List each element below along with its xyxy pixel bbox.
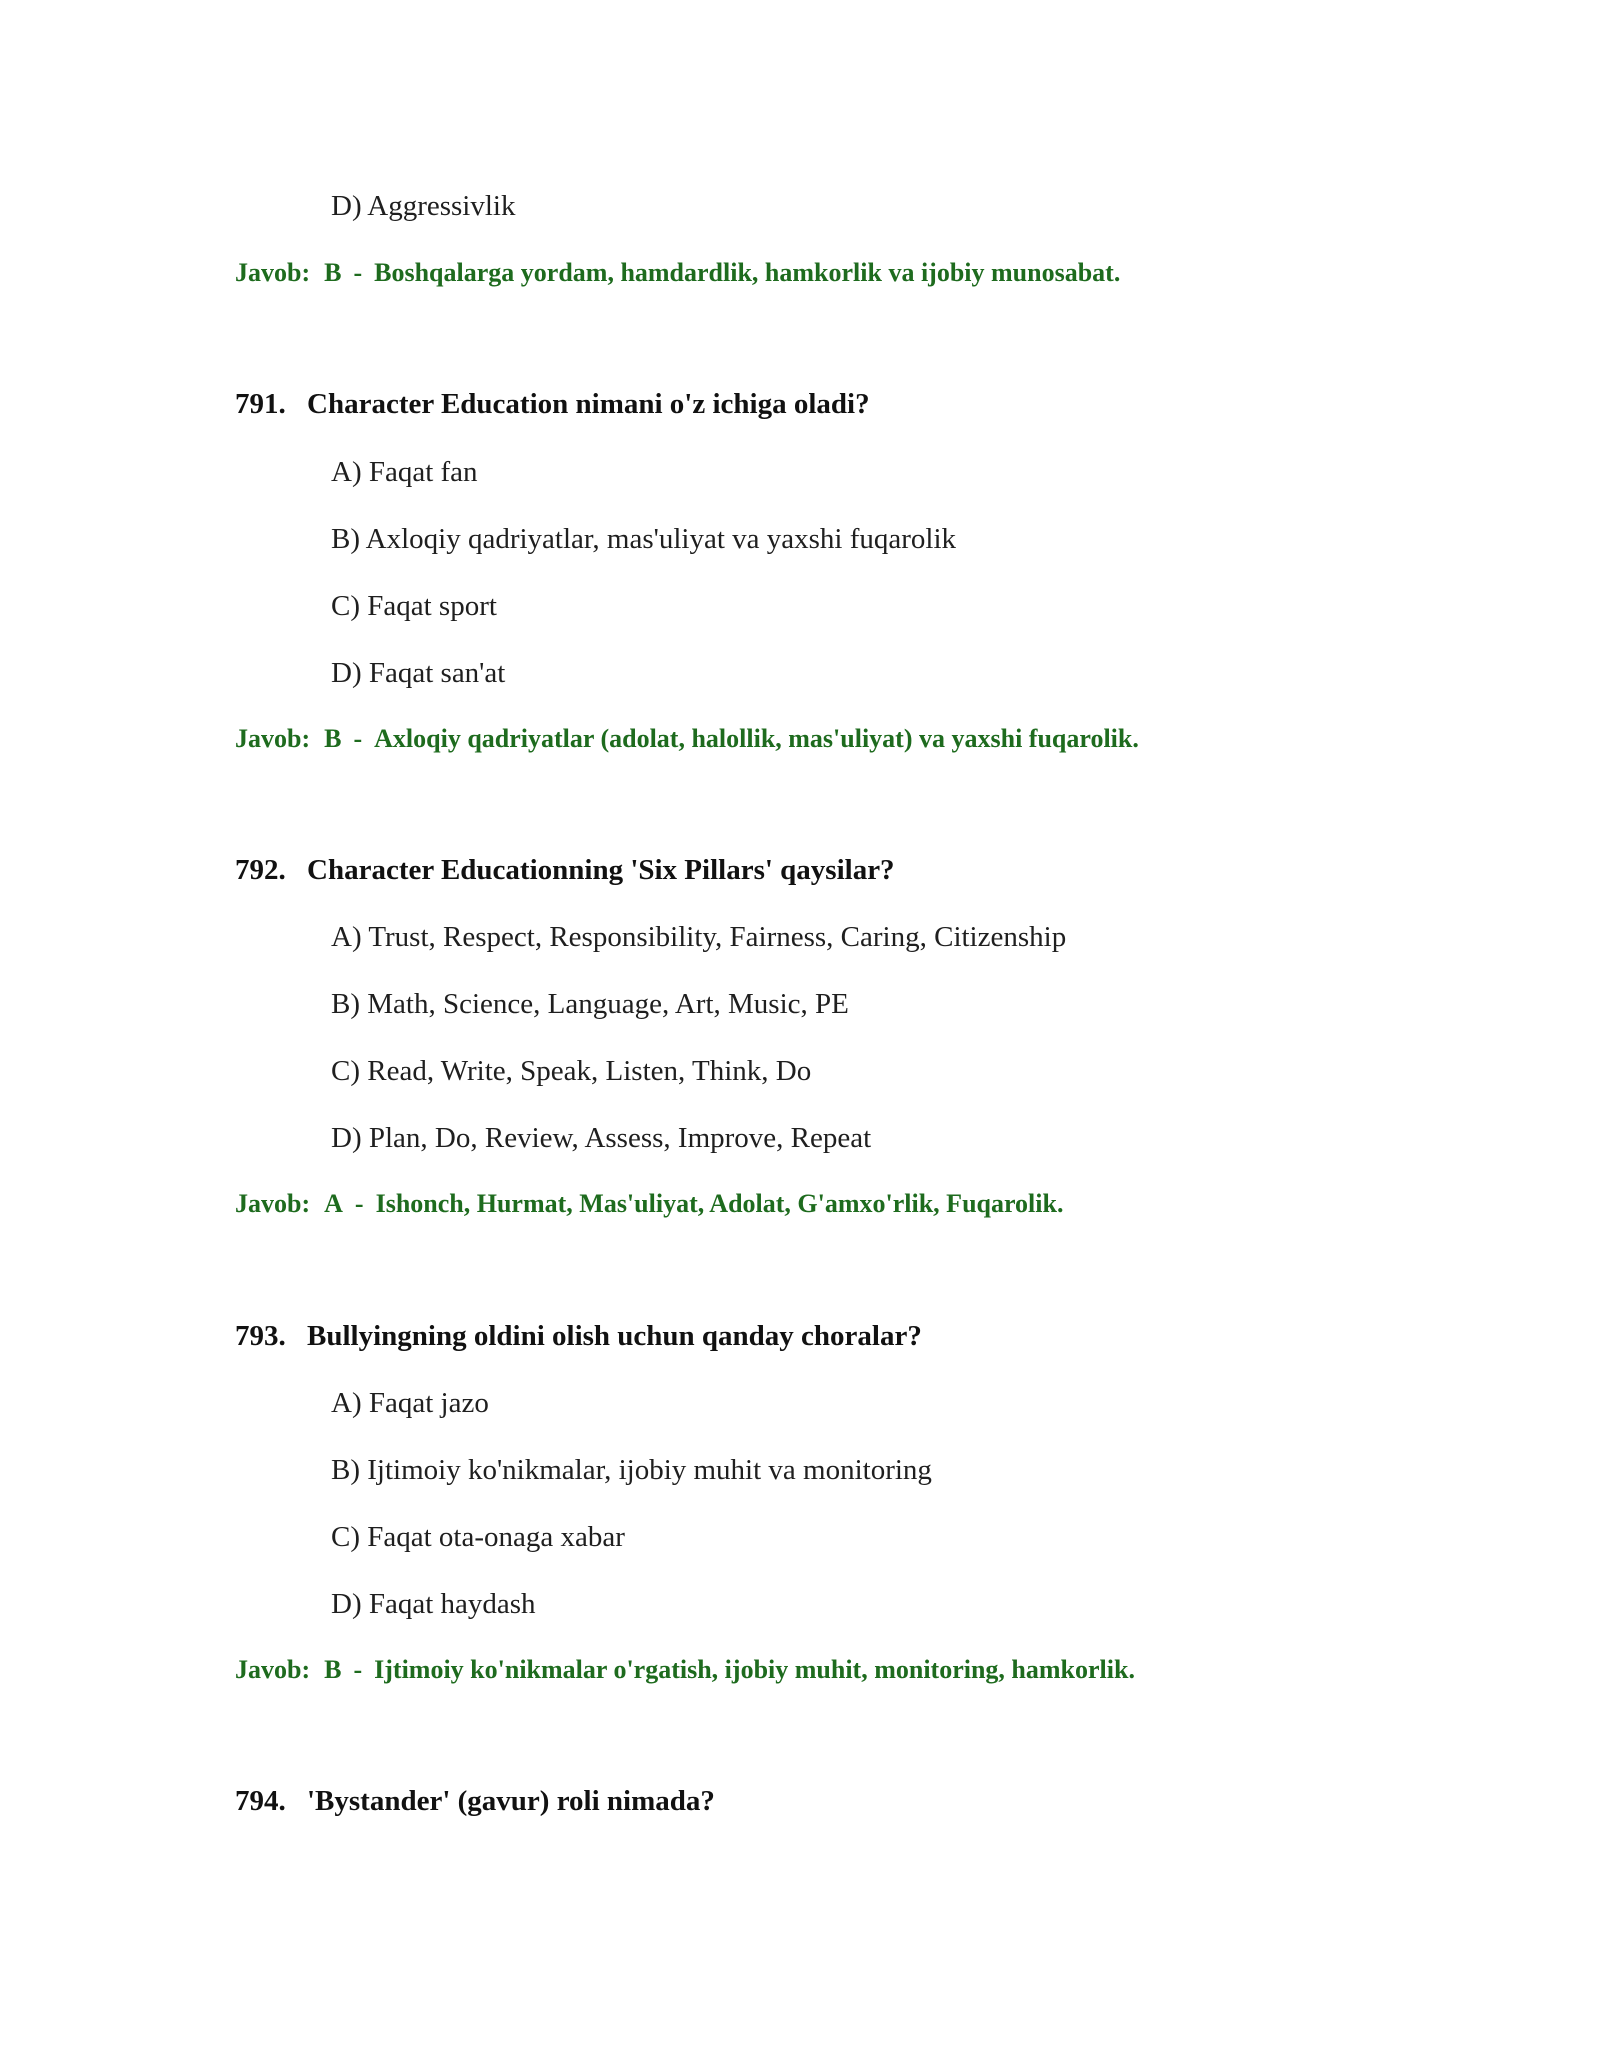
option-b: B) Ijtimoiy ko'nikmalar, ijobiy muhit va monitoring	[331, 1454, 932, 1486]
option-c: C) Read, Write, Speak, Listen, Think, Do	[331, 1055, 812, 1087]
option-c: C) Faqat sport	[331, 590, 497, 622]
question-text: Bullyingning oldini olish uchun qanday choralar?	[307, 1320, 922, 1352]
question-number: 792.	[235, 854, 286, 886]
question-number: 794.	[235, 1785, 286, 1817]
answer-letter: B	[324, 258, 342, 287]
answer-dash: -	[353, 258, 363, 287]
answer-dash: -	[354, 1189, 364, 1218]
question-792	[235, 856, 895, 885]
answer-label: Javob:	[235, 1189, 311, 1218]
option-b: B) Axloqiy qadriyatlar, mas'uliyat va yaxshi fuqarolik	[331, 523, 957, 555]
option-a: A) Trust, Respect, Responsibility, Fairness, Caring, Citizenship	[331, 921, 1067, 953]
answer-letter: B	[324, 1655, 342, 1684]
answer-text: Ijtimoiy ko'nikmalar o'rgatish, ijobiy muhit, monitoring, hamkorlik.	[374, 1655, 1135, 1684]
answer-791	[235, 726, 1139, 752]
option-d: D) Plan, Do, Review, Assess, Improve, Repeat	[331, 1122, 872, 1154]
answer-letter: A	[324, 1189, 343, 1218]
option-c: C) Faqat ota-onaga xabar	[331, 1521, 625, 1553]
answer-label: Javob:	[235, 724, 311, 753]
answer-793	[235, 1657, 1135, 1683]
question-794	[235, 1787, 715, 1816]
question-text: Character Educationning 'Six Pillars' qaysilar?	[307, 854, 895, 886]
question-number: 793.	[235, 1320, 286, 1352]
prev-answer	[235, 260, 1120, 286]
question-791	[235, 390, 870, 419]
option-b: B) Math, Science, Language, Art, Music, PE	[331, 988, 849, 1020]
answer-dash: -	[353, 724, 363, 753]
answer-text: Axloqiy qadriyatlar (adolat, halollik, mas'uliyat) va yaxshi fuqarolik.	[374, 724, 1139, 753]
answer-dash: -	[353, 1655, 363, 1684]
option-d: D) Faqat san'at	[331, 657, 506, 689]
option-d: D) Faqat haydash	[331, 1588, 536, 1620]
prev-option-d: D) Aggressivlik	[331, 190, 516, 222]
answer-label: Javob:	[235, 1655, 311, 1684]
answer-text: Boshqalarga yordam, hamdardlik, hamkorlik va ijobiy munosabat.	[374, 258, 1121, 287]
answer-text: Ishonch, Hurmat, Mas'uliyat, Adolat, G'amxo'rlik, Fuqarolik.	[375, 1189, 1064, 1218]
option-a: A) Faqat jazo	[331, 1387, 489, 1419]
answer-792	[235, 1191, 1063, 1217]
answer-label: Javob:	[235, 258, 311, 287]
question-number: 791.	[235, 388, 286, 420]
question-793	[235, 1322, 922, 1351]
question-text: Character Education nimani o'z ichiga oladi?	[307, 388, 870, 420]
question-text: 'Bystander' (gavur) roli nimada?	[307, 1785, 715, 1817]
option-a: A) Faqat fan	[331, 456, 478, 488]
answer-letter: B	[324, 724, 342, 753]
